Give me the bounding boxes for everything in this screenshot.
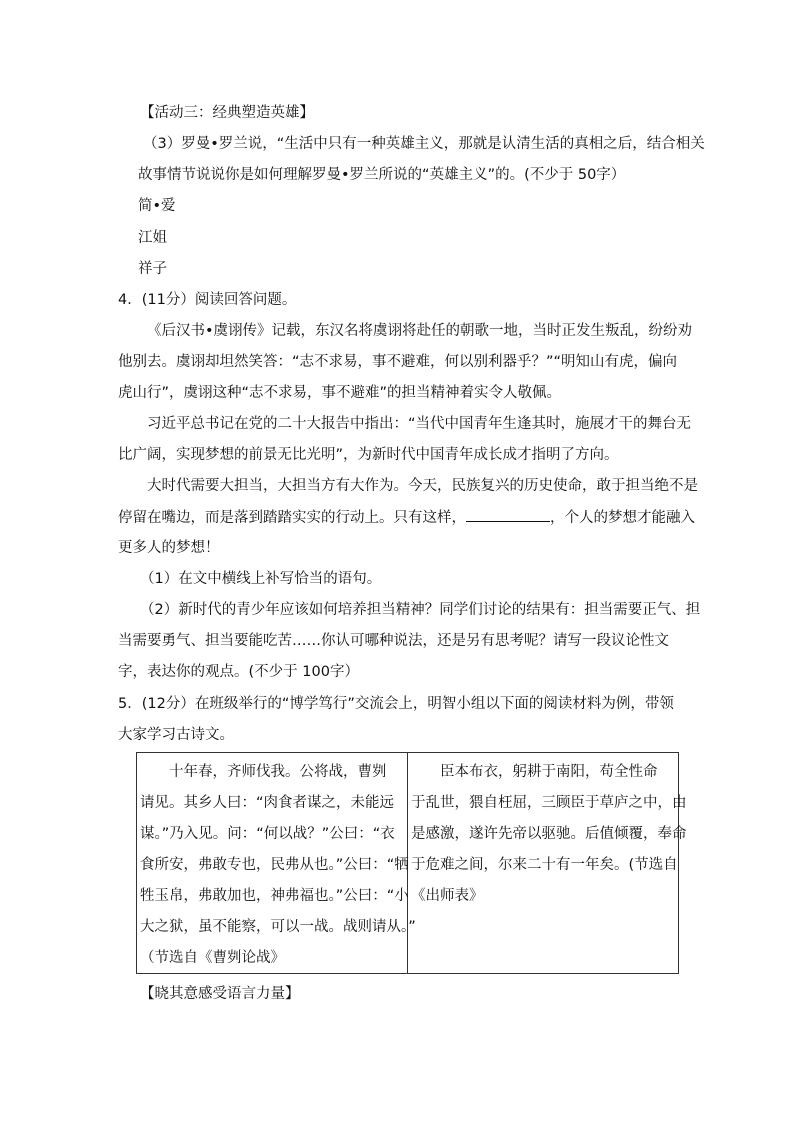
cao-gui-source: （节选自《曹刿论战》 xyxy=(140,950,285,966)
q4-para3-line3: 更多人的梦想！ xyxy=(118,540,220,556)
q3-prompt-line1: （3）罗曼•罗兰说，“生活中只有一种英雄主义，那就是认清生活的真相之后，结合相关 xyxy=(143,136,705,152)
chu-shi-biao-line: 于危难之间，尔来二十有一年矣。(节选自 xyxy=(411,857,678,873)
cao-gui-line: 请见。其乡人曰：“肉食者谋之，未能远 xyxy=(140,795,395,811)
option-jane-eyre: 简•爱 xyxy=(138,198,176,214)
q3-prompt-line2: 故事情节说说你是如何理解罗曼•罗兰所说的“英雄主义”的。(不少于 50字） xyxy=(138,167,626,183)
chu-shi-biao-line: 臣本布衣，躬耕于南阳，苟全性命 xyxy=(440,764,658,780)
q4-para1-line2: 他别去。虞诩却坦然笑答：“志不求易，事不避难，何以别利器乎？”“明知山有虎，偏向 xyxy=(118,354,678,370)
q4-sub1: （1）在文中横线上补写恰当的语句。 xyxy=(140,571,382,587)
q4-sub2-line3: 字，表达你的观点。(不少于 100字） xyxy=(118,664,359,680)
q4-para3-line2 xyxy=(118,507,695,528)
q4-sub2-line2: 当需要勇气、担当要能吃苦……你认可哪种说法，还是另有思考呢？请写一段议论性文 xyxy=(118,633,669,649)
q4-para2-line1: 习近平总书记在党的二十大报告中指出：“当代中国青年生逢其时，施展才干的舞台无 xyxy=(147,416,692,432)
q4-para1-line1: 《后汉书•虞诩传》记载，东汉名将虞诩将赴任的朝歌一地，当时正发生叛乱，纷纷劝 xyxy=(147,323,693,339)
q4-para3-line1: 大时代需要大担当，大担当方有大作为。今天，民族复兴的历史使命，敢于担当绝不是 xyxy=(147,478,698,494)
q4-para1-line3: 虎山行”，虞诩这种“志不求易，事不避难”的担当精神着实令人敬佩。 xyxy=(118,385,562,401)
q4-para3-line2-post: ，个人的梦想才能融入 xyxy=(550,510,695,526)
q5-section-heading: 【晓其意感受语言力量】 xyxy=(140,986,300,1002)
chu-shi-biao-cell xyxy=(408,753,687,974)
source-text-table xyxy=(136,752,687,974)
cao-gui-line: 大之狱，虽不能察，可以一战。战则请从。” xyxy=(140,919,416,935)
cao-gui-cell xyxy=(137,753,416,974)
cao-gui-line: 谋。”乃入见。问：“何以战？”公曰：“衣 xyxy=(140,826,395,842)
option-xiangzi: 祥子 xyxy=(138,261,167,277)
q4-header: 4．(11分）阅读回答问题。 xyxy=(118,292,297,308)
q4-para3-line2-pre: 停留在嘴边，而是落到踏踏实实的行动上。只有这样， xyxy=(118,510,466,526)
fill-in-blank[interactable] xyxy=(466,507,550,522)
q4-para2-line2: 比广阔，实现梦想的前景无比光明”，为新时代中国青年成长成才指明了方向。 xyxy=(118,447,619,463)
q4-sub2-line1: （2）新时代的青少年应该如何培养担当精神？同学们讨论的结果有：担当需要正气、担 xyxy=(140,602,701,618)
chu-shi-biao-line: 于乱世，猥自枉屈，三顾臣于草庐之中，由 xyxy=(411,795,687,811)
activity3-heading: 【活动三：经典塑造英雄】 xyxy=(140,105,314,121)
cao-gui-line: 食所安，弗敢专也，民弗从也。”公曰：“牺 xyxy=(140,857,409,873)
chu-shi-biao-source: 《出师表》 xyxy=(411,888,484,904)
cao-gui-line: 十年春，齐师伐我。公将战，曹刿 xyxy=(169,764,387,780)
option-jiang-jie: 江姐 xyxy=(138,230,167,246)
q5-header-line1: 5．(12分）在班级举行的“博学笃行”交流会上，明智小组以下面的阅读材料为例，带领 xyxy=(118,696,674,712)
q5-header-line2: 大家学习古诗文。 xyxy=(118,727,234,743)
chu-shi-biao-line: 是感激，遂许先帝以驱驰。后值倾覆，奉命 xyxy=(411,826,687,842)
cao-gui-line: 牲玉帛，弗敢加也，神弗福也。”公曰：“小 xyxy=(140,888,409,904)
